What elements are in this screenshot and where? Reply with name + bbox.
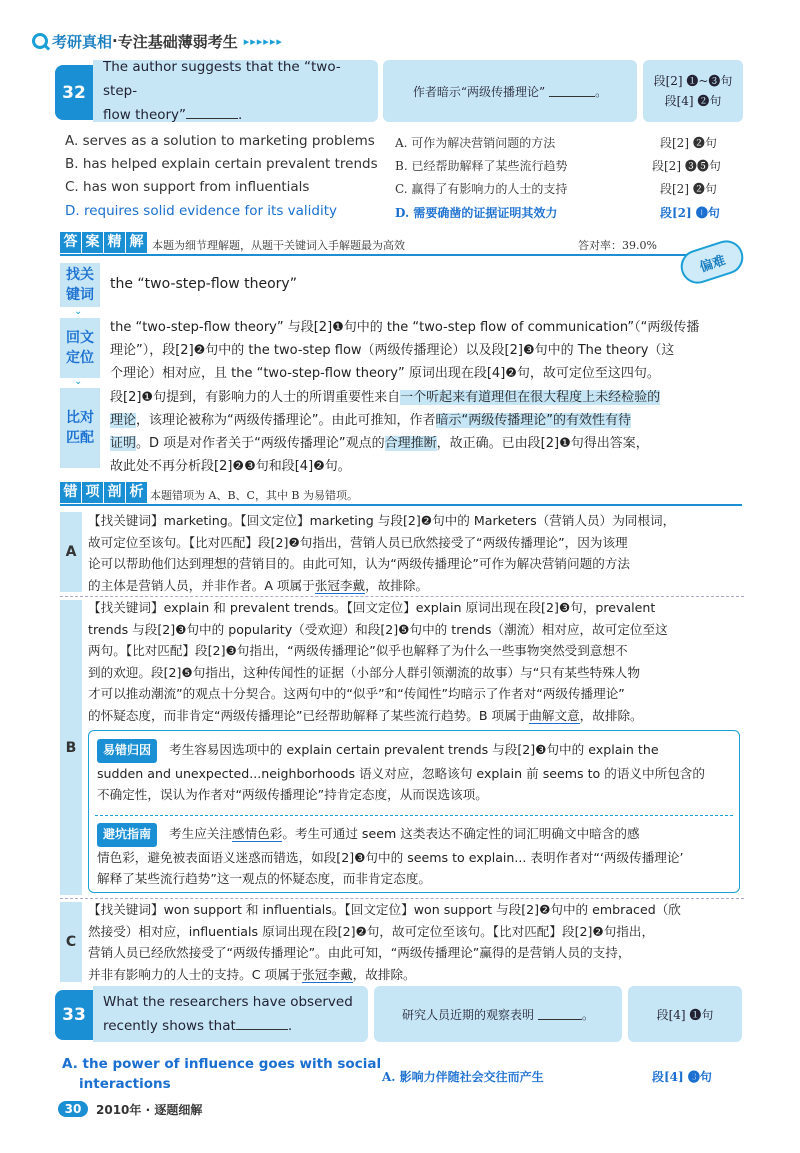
question-reference: 段[2] ❶~❸句 段[4] ❷句: [643, 60, 743, 122]
question-stem-en: What the researchers have observed recently shows that .: [93, 986, 368, 1042]
question-reference: 段[4] ❶句: [628, 986, 742, 1042]
question-stem-cn: 研究人员近期的观察表明 。: [374, 986, 622, 1042]
step-keyword-text: the “two-step-flow theory”: [110, 276, 297, 292]
difficulty-badge: 偏难: [676, 236, 747, 288]
header-brand: 考研真相: [52, 32, 113, 51]
step-locate-text: the “two-step-flow theory” 与段[2]❶句中的 the “two-step flow of communication”（“两级传播 理论”），段[2]❷句中的 the two-step flow（两级传播理论）以及段[2]❸句中的 The theory（这 个理论）相对应，且 the “two-step-flow theory” 原词出现在段[4]❷句，故可定位至这四句。: [110, 320, 700, 381]
option-a-ref: 段[2] ❷句: [660, 136, 717, 150]
option-a-ref: 段[4] ❸句: [652, 1070, 712, 1084]
option-c-ref: 段[2] ❷句: [660, 182, 717, 196]
option-d-en: D. requires solid evidence for its validity: [65, 203, 338, 219]
option-b-en: B. has helped explain certain prevalent trends: [65, 156, 378, 172]
option-a-label: A: [60, 512, 82, 592]
option-b-cn: B. 已经帮助解释了某些流行趋势: [395, 159, 568, 173]
step-find-keyword: 找关 键词: [60, 263, 100, 307]
option-c-cn: C. 赢得了有影响力的人士的支持: [395, 182, 568, 196]
header-tagline: 专注基础薄弱考生: [117, 32, 238, 51]
page-number: 30: [58, 1101, 88, 1117]
divider: [60, 254, 742, 256]
hint-label: 避坑指南: [97, 823, 157, 847]
stem-line-1: The author suggests that the “two-step-: [103, 59, 341, 99]
option-a-cn: A. 可作为解决营销问题的方法: [395, 136, 556, 150]
header-sep: ·: [112, 32, 118, 50]
stem-line-2: flow theory” .: [103, 107, 243, 123]
option-c-analysis: 【找关键词】won support 和 influentials。【回文定位】won support 与段[2]❷句中的 embraced（欣 然接受）相对应，influentials 原词出现在段[2]❷句，故可定位至该句。【比对匹配】段[2]❷句指出， 营销人员已经欣然接受了“两级传播理论”。由此可知，“两级传播理论”赢得的是营销人员的支持， 并非有影响力的人士的支持。C 项属于张冠李戴，故排除。: [88, 902, 681, 982]
question-number: 33: [55, 990, 93, 1040]
analysis-note: 本题为细节理解题，从题干关键词入手解题最为高效: [152, 239, 405, 252]
answer-analysis-tag: 答 案 精 解: [60, 232, 148, 253]
hint-error-cause: 易错归因 考生容易因选项中的 explain certain prevalent trends 与段[2]❸句中的 explain the sudden and unexpected...neighborhoods 语义对应，忽略该句 explain 前 seems to 的语义中所包含的 不确定性，误认为作者对“两级传播理论”持肯定态度，从而误选该项。: [97, 739, 729, 806]
step-compare: 比对 匹配: [60, 388, 100, 468]
header-arrows-icon: ▸▸▸▸▸▸: [243, 34, 283, 48]
search-logo-icon: [32, 33, 48, 49]
step-compare-text: 段[2]❶句提到，有影响力的人士的所谓重要性来自一个听起来有道理但在很大程度上未经检验的 理论，该理论被称为“两级传播理论”。由此可推知，作者暗示“两级传播理论”的有效性有待 证明。D 项是对作者关于“两级传播理论”观点的合理推断，故正确。已由段[2]❶句得出答案， 故此处不再分析段[2]❷❸句和段[4]❷句。: [110, 390, 661, 474]
option-d-ref: 段[2] ❶句: [660, 206, 720, 220]
chevron-down-icon: ⌄: [74, 376, 83, 387]
hint-box: [88, 730, 740, 893]
question-stem-cn: 作者暗示“两级传播理论” 。: [383, 60, 637, 122]
question-stem-en: [93, 60, 378, 122]
option-a-cn: A. 影响力伴随社会交往而产生: [382, 1070, 544, 1084]
footer-title: 2010年 · 逐题细解: [96, 1103, 203, 1117]
option-d-cn: D. 需要确凿的证据证明其效力: [395, 206, 558, 220]
hint-label: 易错归因: [97, 739, 157, 763]
option-a-analysis: 【找关键词】marketing。【回文定位】marketing 与段[2]❷句中的 Marketers（营销人员）为同根词， 故可定位至该句。【比对匹配】段[2]❷句指出，营销人员已欣然接受了“两级传播理论”，因为该理 论可以帮助他们达到理想的营销目的。由此可知，认为“两级传播理论”可作为解决营销问题的方法 的主体是营销人员，并非作者。A 项属于张冠李戴，故排除。: [88, 513, 676, 593]
option-a-en: A. serves as a solution to marketing problems: [65, 133, 375, 149]
chevron-down-icon: ⌄: [74, 306, 83, 317]
option-c-en: C. has won support from influentials: [65, 179, 310, 195]
question-number: 32: [55, 65, 93, 120]
option-b-analysis: 【找关键词】explain 和 prevalent trends。【回文定位】explain 原词出现在段[2]❸句，prevalent trends 与段[2]❸句中的 popularity（受欢迎）和段[2]❺句中的 trends（潮流）相对应，故可定位至这 两句。【比对匹配】段[2]❸句指出，“两级传播理论”似乎也解释了为什么一些事物突然受到意想不 到的欢迎。段[2]❺句指出，这种传闻性的证据（小部分人群引领潮流的故事）与“只有某些特殊人物 才可以推动潮流”的观点十分契合。这两句中的“似乎”和“传闻性”均暗示了作者对“两级传播理论” 的怀疑态度，而非肯定“两级传播理论”已经帮助解释了某些流行趋势。B 项属于曲解文意，故排除。: [88, 600, 668, 723]
step-locate: 回文 定位: [60, 318, 100, 378]
hint-avoid-trap: 避坑指南 考生应关注感情色彩。考生可通过 seem 这类表达不确定性的词汇明确文中暗含的感 情色彩，避免被表面语义迷惑而错选，如段[2]❸句中的 seems to explain... 表明作者对“‘两级传播理论’ 解释了某些流行趋势”这一观点的怀疑态度，而非肯定态度。: [97, 823, 729, 890]
running-header: [32, 30, 283, 52]
divider: [95, 815, 733, 816]
divider: [60, 504, 742, 506]
option-b-label: B: [60, 600, 82, 895]
wrong-option-note: 本题错项为 A、B、C，其中 B 为易错项。: [150, 489, 359, 502]
option-b-ref: 段[2] ❸❺句: [652, 159, 721, 173]
wrong-option-tag: 错 项 剖 析: [60, 482, 148, 503]
option-a-en: A. the power of influence goes with social interactions: [62, 1056, 382, 1092]
correct-rate: 答对率：39.0%: [578, 239, 657, 252]
option-c-label: C: [60, 902, 82, 982]
